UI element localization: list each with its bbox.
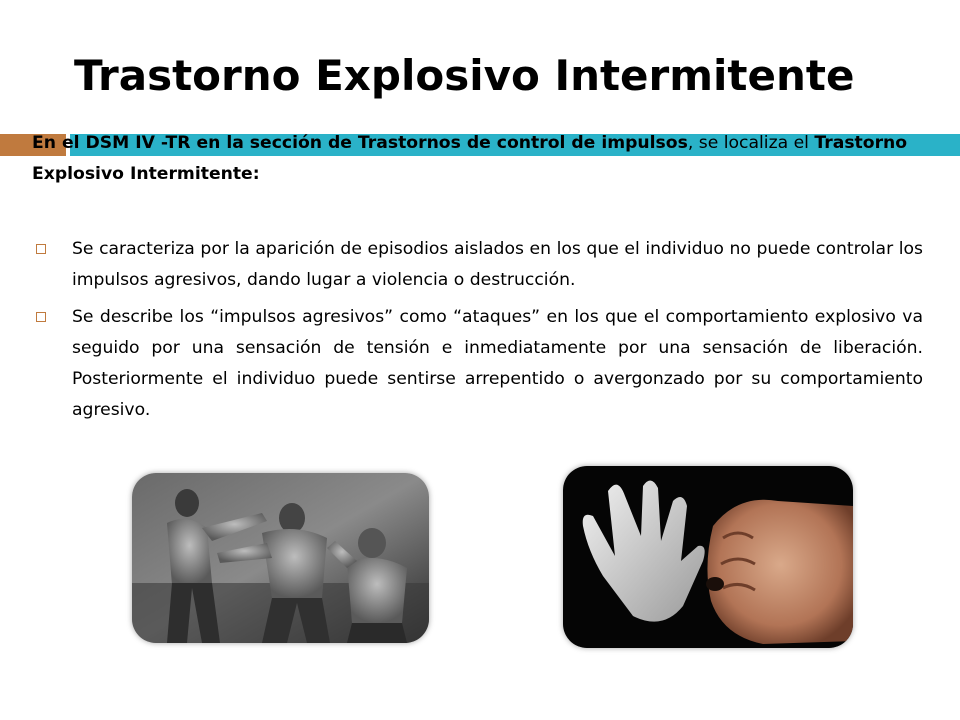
bullet-text: Se caracteriza por la aparición de episodios aislados en los que el individuo no puede controlar los impulsos agresivos, dando lugar a violencia o destrucción. (72, 239, 923, 290)
fist-punching-hand-photo (563, 466, 853, 648)
bullet-text: Se describe los “impulsos agresivos” como “ataques” en los que el comportamiento explosivo va seguido por una sensación de tensión e inmediatamente por una sensación de liberación. Posteriormente el individuo puede sentirse arrepentido o avergonzado por su comportamiento agresivo. (72, 307, 923, 420)
intro-paragraph (32, 128, 923, 190)
intro-bold-2: Trastorno Explosivo Intermitente: (32, 133, 908, 184)
intro-regular: , se localiza el (687, 133, 815, 153)
bullet-list (32, 234, 923, 426)
bullet-item (32, 302, 923, 426)
slide-title: Trastorno Explosivo Intermitente (74, 51, 855, 100)
intro-bold-1: En el DSM IV -TR en la sección de Trastornos de control de impulsos (32, 133, 688, 153)
bullet-item (32, 234, 923, 296)
hollow-square-icon (36, 312, 46, 322)
hollow-square-icon (36, 244, 46, 254)
men-fighting-photo (132, 473, 429, 643)
slide-content (32, 128, 923, 432)
